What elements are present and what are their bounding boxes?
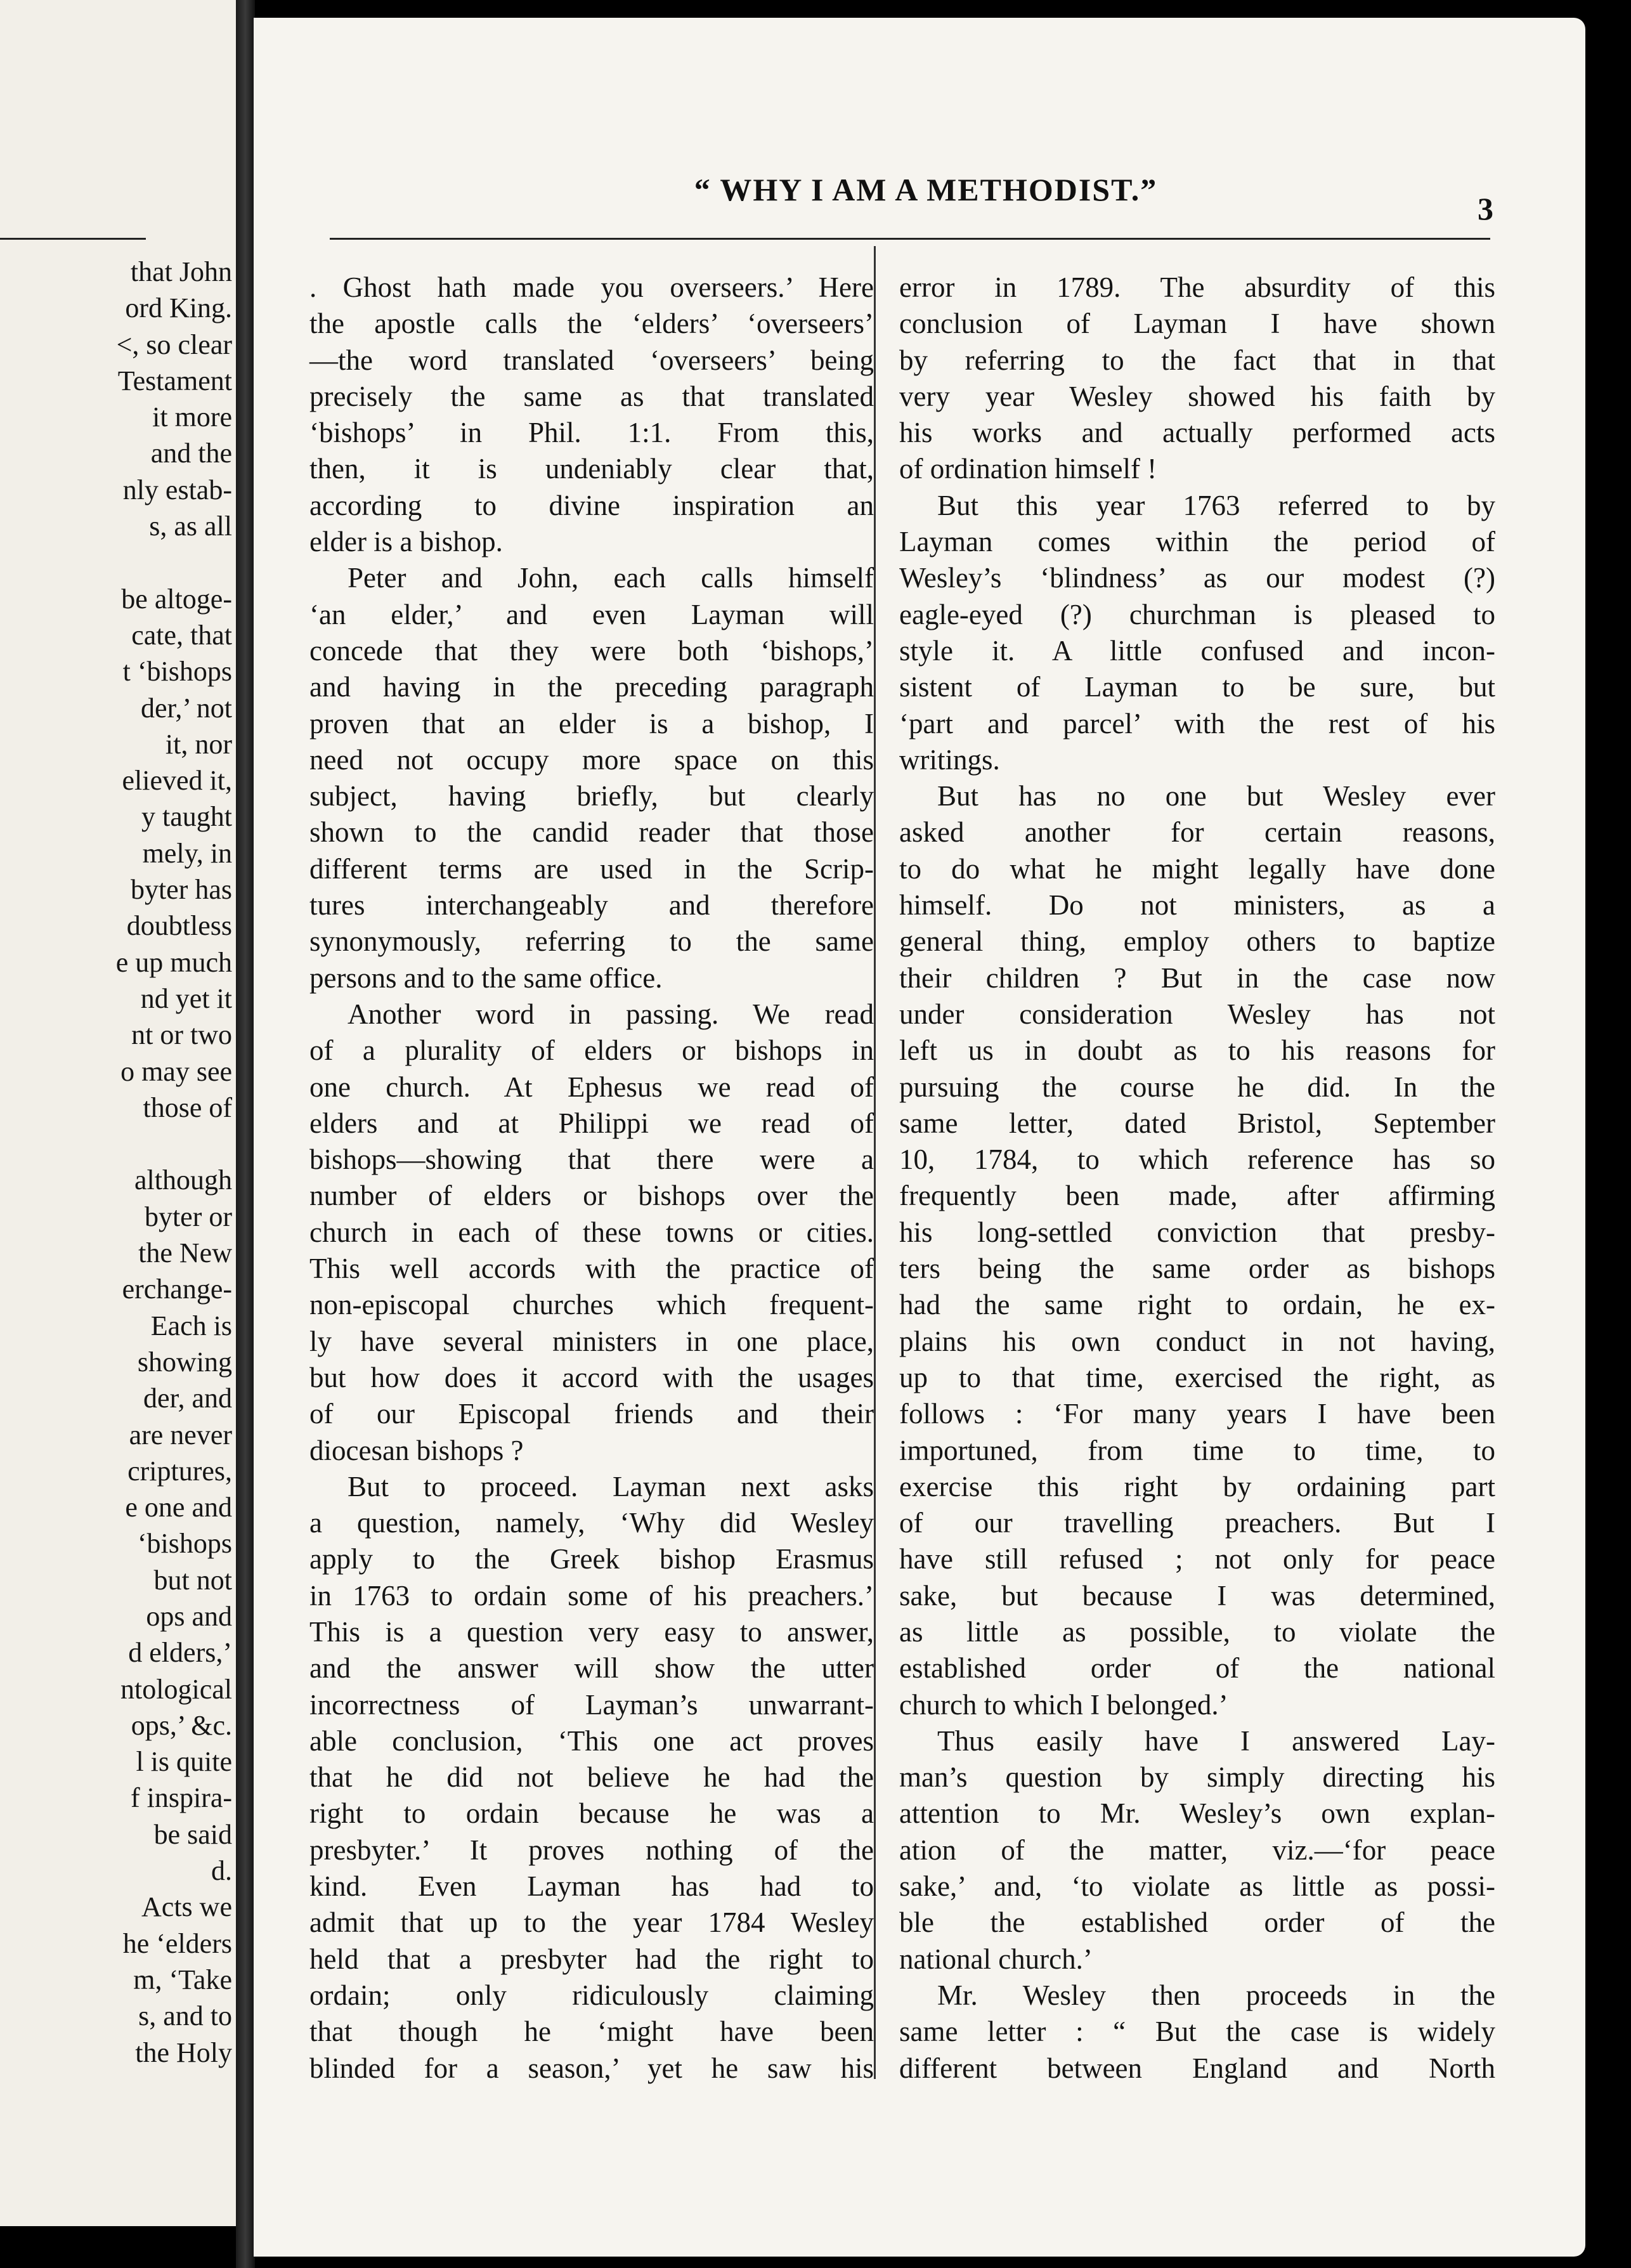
text-line: 10, 1784, to which reference has so [899,1144,1495,1176]
text-line: writings. [899,743,1000,776]
text-line: very year Wesley showed his faith by [899,380,1495,412]
text-line: according to divine inspiration an [309,489,874,521]
text-line: ly have several ministers in one place, [309,1325,874,1357]
left-fragment-line: elieved it, [122,765,232,797]
left-fragment-line: nt or two [131,1019,232,1051]
text-line: subject, having briefly, but clearly [309,780,874,812]
text-line: admit that up to the year 1784 Wesley [309,1906,874,1939]
text-line: shown to the candid reader that those [309,816,874,849]
left-fragment-line: y taught [141,801,232,833]
text-line: elder is a bishop. [309,526,503,558]
left-fragment-line: ops and [146,1600,232,1632]
text-line: that he did not believe he had the [309,1761,874,1794]
left-fragment-line [4,1126,232,1162]
left-fragment-line: although [134,1164,232,1196]
text-line: different between England and North [899,2052,1495,2084]
text-line: But to proceed. Layman next asks [348,1470,874,1502]
text-line: proven that an elder is a bishop, I [309,707,874,740]
left-fragment-line: <, so clear [116,329,232,360]
left-fragment-line: doubtless [126,910,232,942]
left-fragment-line: ‘bishops [137,1528,232,1560]
left-fragment-line: o may see [120,1055,232,1087]
text-line: precisely the same as that translated [309,380,874,412]
text-line: exercise this right by ordaining part [899,1470,1495,1502]
text-line: But has no one but Wesley ever [937,780,1495,812]
text-line: same letter : “ But the case is widely [899,2016,1495,2048]
text-line: man’s question by simply directing his [899,1761,1495,1794]
text-line: bishops—showing that there were a [309,1144,874,1176]
text-line: But this year 1763 referred to by [937,489,1495,521]
text-line: of ordination himself ! [899,453,1157,485]
left-fragment-line: der,’ not [140,692,232,724]
left-fragment-line: nd yet it [140,982,232,1014]
text-line: incorrectness of Layman’s unwarrant- [309,1688,874,1721]
text-line: . Ghost hath made you overseers.’ Here [309,271,874,303]
text-line: that though he ‘might have been [309,2016,874,2048]
text-line: ‘an elder,’ and even Layman will [309,598,874,630]
text-line: non-episcopal churches which frequent- [309,1289,874,1321]
text-line: national church.’ [899,1943,1093,1975]
left-fragment-line: the New [138,1237,232,1269]
left-fragment-line: those of [143,1092,232,1123]
text-line: number of elders or bishops over the [309,1180,874,1212]
text-line: Wesley’s ‘blindness’ as our modest (?) [899,562,1495,594]
left-fragment-line: erchange- [122,1274,232,1305]
left-fragment-line: Each is [150,1310,232,1341]
left-fragment-line: and the [150,438,232,469]
left-fragment-line: e one and [125,1492,232,1523]
left-fragment-line: t ‘bishops [122,656,232,688]
left-page-rule [0,238,146,240]
left-fragment-line: are never [129,1419,232,1450]
text-line: Peter and John, each calls himself [348,562,874,594]
left-fragment-line: ntological [120,1673,232,1705]
text-line: kind. Even Layman has had to [309,1870,874,1903]
left-fragment-line: it, nor [165,728,232,760]
text-line: sake, but because I was determined, [899,1579,1495,1612]
text-line: synonymously, referring to the same [309,925,874,958]
text-line: himself. Do not ministers, as a [899,889,1495,922]
text-line: This is a question very easy to answer, [309,1615,874,1648]
left-fragment-line: criptures, [127,1455,232,1487]
text-line: sistent of Layman to be sure, but [899,671,1495,703]
text-line: one church. At Ephesus we read of [309,1071,874,1103]
left-fragment-line: it more [152,401,232,433]
text-line: This well accords with the practice of [309,1253,874,1285]
text-line: elders and at Philippi we read of [309,1107,874,1139]
text-line: left us in doubt as to his reasons for [899,1034,1495,1067]
left-fragment-line: der, and [143,1383,232,1414]
text-line: pursuing the course he did. In the [899,1071,1495,1103]
text-line: to do what he might legally have done [899,852,1495,885]
left-fragment-line: mely, in [142,837,232,869]
text-line: follows : ‘For many years I have been [899,1398,1495,1430]
text-line: then, it is undeniably clear that, [309,453,874,485]
left-fragment-line: s, and to [138,2000,232,2032]
left-fragment-line: d elders,’ [128,1637,232,1669]
text-line: Thus easily have I answered Lay- [937,1724,1495,1757]
text-line: ‘part and parcel’ with the rest of his [899,707,1495,740]
left-fragment-line: showing [137,1346,232,1378]
text-line: of a plurality of elders or bishops in [309,1034,874,1067]
text-line: and the answer will show the utter [309,1652,874,1685]
text-line: style it. A little confused and incon- [899,634,1495,667]
text-line: error in 1789. The absurdity of this [899,271,1495,303]
text-line: ters being the same order as bishops [899,1253,1495,1285]
text-line: Mr. Wesley then proceeds in the [937,1979,1495,2011]
left-fragment-line: Acts we [141,1891,232,1923]
left-page-fragment [0,0,236,2226]
text-line: ble the established order of the [899,1906,1495,1939]
text-line: eagle-eyed (?) churchman is pleased to [899,598,1495,630]
left-fragment-line: cate, that [131,619,232,651]
text-line: held that a presbyter had the right to [309,1943,874,1975]
left-fragment-line: byter or [144,1201,232,1232]
text-line: the apostle calls the ‘elders’ ‘overseers’ [309,308,874,340]
text-line: Another word in passing. We read [348,998,874,1030]
header-rule [330,238,1490,240]
text-line: his works and actually performed acts [899,417,1495,449]
text-line: —the word translated ‘overseers’ being [309,344,874,376]
text-line: able conclusion, ‘This one act proves [309,1724,874,1757]
text-line: blinded for a season,’ yet he saw his [309,2052,874,2084]
text-line: up to that time, exercised the right, as [899,1361,1495,1393]
text-column-right [899,270,1495,2087]
text-line: their children ? But in the case now [899,961,1495,994]
column-divider [874,246,876,2079]
page-number: 3 [1478,191,1493,226]
text-line: tures interchangeably and therefore [309,889,874,922]
left-fragment-line: that John [130,256,232,287]
text-line: sake,’ and, ‘to violate as little as possi- [899,1870,1495,1903]
left-page-text [4,254,232,2071]
text-line: established order of the national [899,1652,1495,1685]
text-line: general thing, employ others to baptize [899,925,1495,958]
left-fragment-line: the Holy [135,2037,232,2068]
left-fragment-line: l is quite [136,1746,232,1778]
text-line: presbyter.’ It proves nothing of the [309,1834,874,1866]
text-line: of our Episcopal friends and their [309,1398,874,1430]
text-line: same letter, dated Bristol, September [899,1107,1495,1139]
text-line: but how does it accord with the usages [309,1361,874,1393]
left-fragment-line: be said [153,1818,232,1850]
text-line: asked another for certain reasons, [899,816,1495,849]
running-title: “ WHY I AM A METHODIST.” [694,172,1158,207]
left-fragment-line: f inspira- [130,1782,232,1814]
book-spine [236,0,255,2268]
text-line: and having in the preceding paragraph [309,671,874,703]
text-line: church in each of these towns or cities. [309,1216,874,1248]
text-line: right to ordain because he was a [309,1797,874,1830]
text-line: under consideration Wesley has not [899,998,1495,1030]
left-fragment-line: Testament [117,365,232,396]
text-line: plains his own conduct in not having, [899,1325,1495,1357]
text-line: frequently been made, after affirming [899,1180,1495,1212]
text-line: conclusion of Layman I have shown [899,308,1495,340]
text-line: had the same right to ordain, he ex- [899,1289,1495,1321]
text-line: attention to Mr. Wesley’s own explan- [899,1797,1495,1830]
left-fragment-line: nly estab- [122,474,232,505]
text-line: diocesan bishops ? [309,1434,524,1466]
text-line: apply to the Greek bishop Erasmus [309,1543,874,1575]
left-fragment-line: ops,’ &c. [131,1709,232,1741]
text-line: church to which I belonged.’ [899,1688,1228,1721]
text-line: a question, namely, ‘Why did Wesley [309,1507,874,1539]
left-fragment-line: he ‘elders [122,1927,232,1959]
text-line: different terms are used in the Scrip- [309,852,874,885]
left-fragment-line: e up much [115,946,232,978]
text-line: of our travelling preachers. But I [899,1507,1495,1539]
text-line: by referring to the fact that in that [899,344,1495,376]
text-line: as little as possible, to violate the [899,1615,1495,1648]
left-fragment-line: ord King. [125,292,232,324]
text-line: his long-settled conviction that presby- [899,1216,1495,1248]
text-line: ‘bishops’ in Phil. 1:1. From this, [309,417,874,449]
left-fragment-line: but not [153,1564,232,1596]
left-fragment-line: d. [211,1855,232,1887]
left-fragment-line: byter has [130,874,232,906]
text-line: importuned, from time to time, to [899,1434,1495,1466]
text-column-left [309,270,874,2087]
left-fragment-line: be altoge- [121,583,232,615]
text-line: need not occupy more space on this [309,743,874,776]
left-fragment-line: m, ‘Take [133,1964,232,1995]
text-line: ation of the matter, viz.—‘for peace [899,1834,1495,1866]
left-fragment-line: s, as all [149,511,232,542]
text-line: Layman comes within the period of [899,526,1495,558]
text-line: ordain; only ridiculously claiming [309,1979,874,2011]
text-line: have still refused ; not only for peace [899,1543,1495,1575]
text-line: in 1763 to ordain some of his preachers.’ [309,1579,874,1612]
text-line: concede that they were both ‘bishops,’ [309,634,874,667]
left-fragment-line [4,544,232,580]
text-line: persons and to the same office. [309,961,663,994]
